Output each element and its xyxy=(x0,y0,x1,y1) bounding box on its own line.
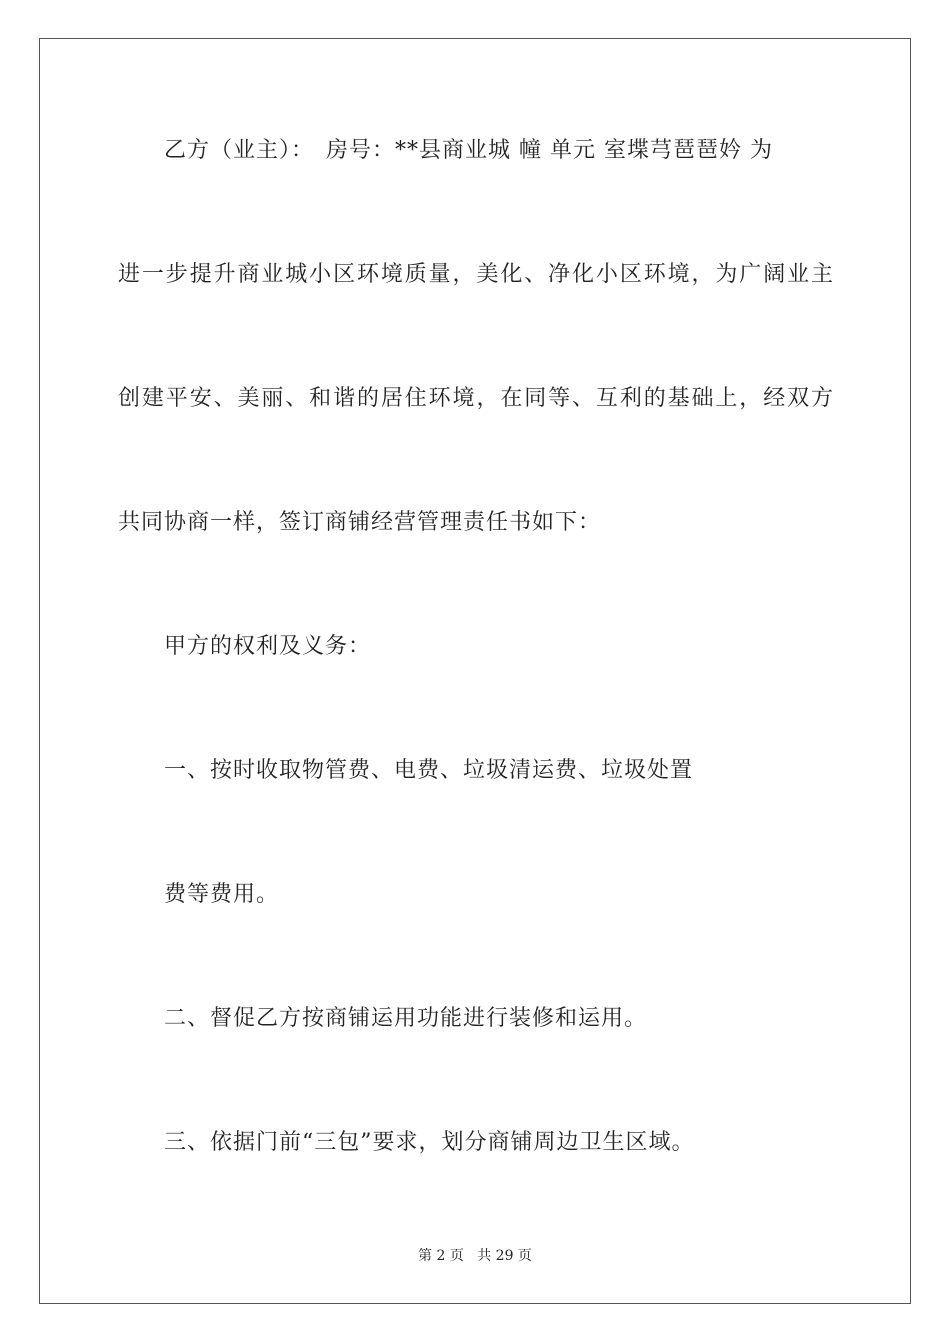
clause-2: 二、督促乙方按商铺运用功能进行装修和运用。 xyxy=(164,1006,648,1031)
page-footer xyxy=(0,1246,950,1266)
clause-1-line-1: 一、按时收取物管费、电费、垃圾清运费、垃圾处置 xyxy=(164,758,694,783)
clause-3: 三、依据门前“三包”要求，划分商铺周边卫生区域。 xyxy=(164,1130,695,1155)
clause-1-line-2: 费等费用。 xyxy=(164,882,280,907)
text-line-purpose-1: 进一步提升商业城小区环境质量，美化、净化小区环境，为广阔业主 xyxy=(118,262,834,287)
text-line-purpose-2: 创建平安、美丽、和谐的居住环境，在同等、互利的基础上，经双方 xyxy=(118,386,834,411)
section-heading-party-a: 甲方的权利及义务： xyxy=(164,634,372,659)
text-line-purpose-3: 共同协商一样，签订商铺经营管理责任书如下： xyxy=(118,510,602,535)
page-total: 共 29 页 xyxy=(477,1248,532,1264)
page-border xyxy=(39,38,911,1304)
text-line-party-b: 乙方（业主）： 房号：**县商业城 幢 单元 室堞芎琶琶妗 为 xyxy=(164,138,773,163)
page-number: 第 2 页 xyxy=(418,1248,464,1264)
